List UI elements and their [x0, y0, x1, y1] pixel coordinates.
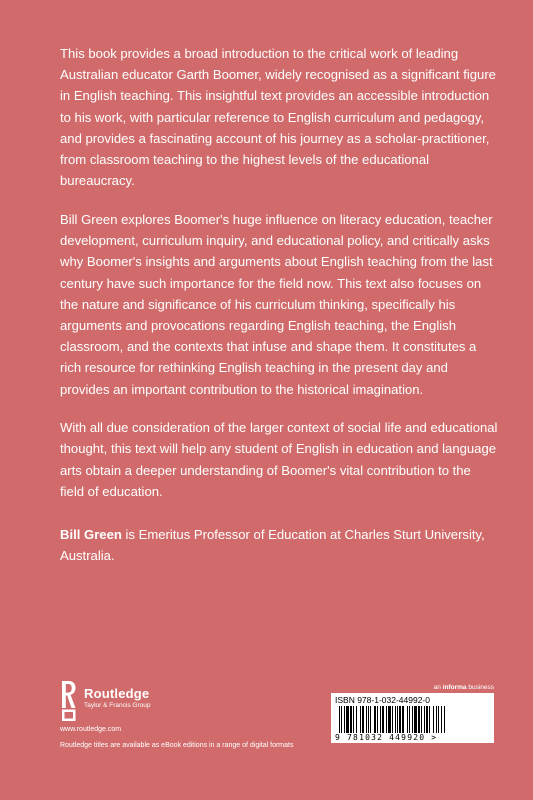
ebook-note: Routledge titles are available as eBook editions in a range of digital formats	[60, 742, 294, 749]
publisher-website: www.routledge.com	[60, 726, 122, 733]
barcode-digits: 9 781032 449920 >	[335, 733, 438, 742]
blurb	[60, 43, 498, 584]
publisher-name: Routledge	[84, 686, 150, 701]
informa-brand: informa	[442, 684, 467, 691]
publisher-block	[60, 680, 300, 733]
author-bio-text: is Emeritus Professor of Education at Charles Sturt University, Australia.	[60, 527, 485, 564]
blurb-paragraph-1: This book provides a broad introduction to the critical work of leading Australian educator Garth Boomer, widely recognised as a significant figure in English teaching. This insightful text provides an accessible introduction to his work, with particular reference to English curriculum and pedagogy, and provides a fascinating account of his journey as a scholar-practitioner, from classroom teaching to the highest levels of the educational bureaucracy.	[60, 46, 496, 189]
blurb-paragraph-3: With all due consideration of the larger context of social life and educational thought, this text will help any student of English in education and language arts obtain a deeper understanding of Boomer's vital contribution to the field of education.	[60, 420, 498, 499]
isbn-text: ISBN 978-1-032-44992-0	[335, 695, 430, 705]
author-bio	[60, 524, 498, 566]
author-name: Bill Green	[60, 527, 122, 543]
routledge-r-icon	[60, 680, 77, 722]
blurb-paragraph-2: Bill Green explores Boomer's huge influence on literacy education, teacher development, curriculum inquiry, and educational policy, and critically asks why Boomer's insights and arguments about English teaching from the last century have such importance for the field now. This text also focuses on the nature and significance of his curriculum thinking, specifically his arguments and provocations regarding English teaching, the English classroom, and the contexts that infuse and shape them. It constitutes a rich resource for rethinking English teaching in the present day and provides an important contribution to the historical imagination.	[60, 211, 493, 397]
barcode-block	[331, 683, 494, 743]
publisher-group: Taylor & Francis Group	[84, 702, 151, 709]
informa-business-label: an informa business	[433, 684, 494, 691]
routledge-logo	[60, 680, 300, 722]
barcode-box	[331, 693, 494, 743]
barcode-image	[335, 706, 490, 733]
